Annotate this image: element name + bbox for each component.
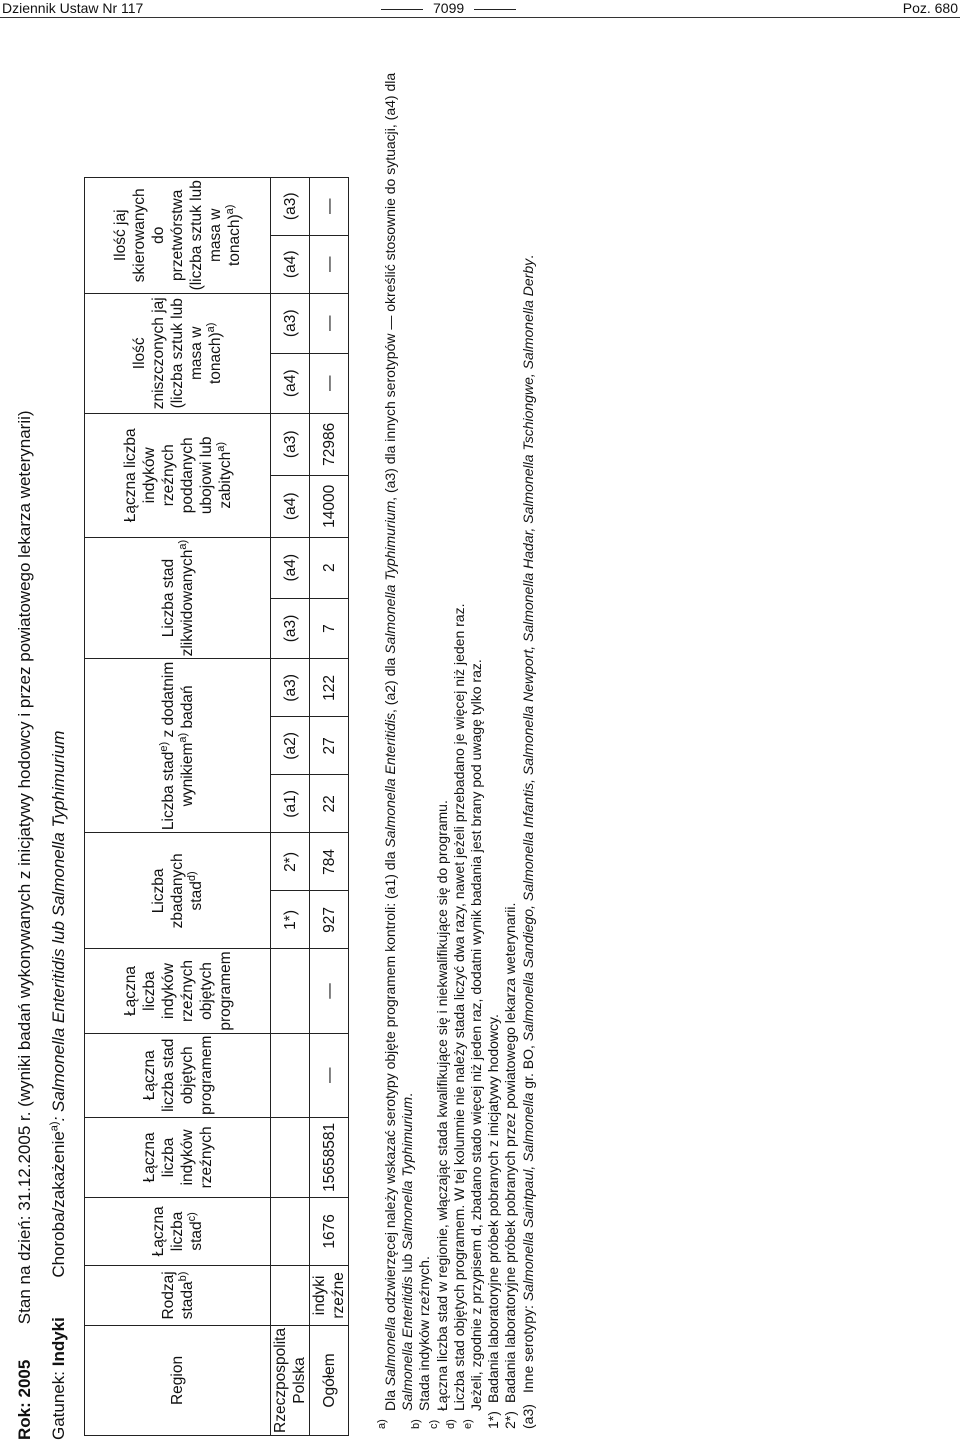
cell-liquidated-a3: 7 bbox=[310, 598, 349, 659]
subheader-liquidated-a3: (a3) bbox=[271, 598, 310, 659]
header-flocks-in-program: Łączna liczba stad objętych programem bbox=[85, 1033, 271, 1117]
header-total-flocks: Łączna liczba stad$^{c)}$ bbox=[85, 1197, 271, 1265]
header-turkeys-in-program: Łączna liczba indyków rzeźnych objętych programem bbox=[85, 949, 271, 1033]
header-row bbox=[85, 177, 271, 1435]
subheader-destroyed-a3: (a3) bbox=[271, 293, 310, 353]
header-flocks-tested: Liczba zbadanych stad$^{d)}$ bbox=[85, 833, 271, 949]
cell-tested-2: 784 bbox=[310, 833, 349, 891]
cell-total-flocks: 1676 bbox=[310, 1197, 349, 1265]
footnote-e: e) Jeżeli, zgodnie z przypisem d, zbadano stado więcej niż jeden raz, dodatni wynik badania jest brany pod uwagę tylko raz. bbox=[462, 659, 485, 1429]
cell-total-turkeys: 15658581 bbox=[310, 1117, 349, 1197]
subheader-region: Rzeczpospolita Polska bbox=[271, 1325, 310, 1435]
page-header bbox=[0, 0, 960, 16]
cell-flocks-in-program: — bbox=[310, 1033, 349, 1117]
disease-value: : Salmonella Enteritidis lub Salmonella Typhimurium bbox=[49, 730, 68, 1122]
subheader-empty bbox=[271, 949, 310, 1033]
disease-sup: a) bbox=[48, 1121, 61, 1132]
subheader-empty bbox=[271, 1197, 310, 1265]
subheader-positive-a2: (a2) bbox=[271, 717, 310, 775]
cell-turkeys-in-program: — bbox=[310, 949, 349, 1033]
cell-processed-a4: — bbox=[310, 235, 349, 293]
cell-region: Ogółem bbox=[310, 1325, 349, 1435]
subheader-empty bbox=[271, 1265, 310, 1325]
disease-label: Choroba/zakażenie bbox=[49, 1131, 68, 1278]
footnote-2: 2*) Badania laboratoryjne próbek pobranych przez powiatowego lekarza weterynarii. bbox=[502, 902, 519, 1429]
position-number: Poz. 680 bbox=[902, 0, 958, 16]
footnote-b: b) Stada indyków rzeźnych. bbox=[410, 1256, 433, 1429]
footnote-a3: (a3) Inne serotypy: Salmonella Saintpaul, Salmonella gr. BO, Salmonella Sandiego, Salmonella Infantis, Salmonella Newport, Salmonella Hadar, Salmonella Tschiongwe, Salmonella Derby. bbox=[519, 254, 536, 1429]
subheader-slaughtered-a3: (a3) bbox=[271, 413, 310, 475]
header-region: Region bbox=[85, 1325, 271, 1435]
header-total-turkeys: Łączna liczba indyków rzeźnych bbox=[85, 1117, 271, 1197]
journal-title: Dziennik Ustaw Nr 117 bbox=[2, 0, 144, 16]
subheader-processed-a4: (a4) bbox=[271, 235, 310, 293]
subheader-tested-1: 1*) bbox=[271, 891, 310, 949]
subheader-empty bbox=[271, 1117, 310, 1197]
footnote-d: d) Liczba stad objętych programem. W tej kolumnie nie należy stada liczyć dwa razy, nawet jeżeli przebadano je więcej niż jeden raz. bbox=[444, 603, 467, 1429]
subheader-empty bbox=[271, 1033, 310, 1117]
header-slaughtered: Łączna liczba indyków rzeźnych poddanych ubojowi lub zabitych$^{a)}$ bbox=[85, 413, 271, 537]
header-flock-type: Rodzaj stada$^{b)}$ bbox=[85, 1265, 271, 1325]
rotated-page-content bbox=[0, 24, 960, 1444]
cell-flock-type: indyki rzeźne bbox=[310, 1265, 349, 1325]
cell-tested-1: 927 bbox=[310, 891, 349, 949]
cell-slaughtered-a4: 14000 bbox=[310, 475, 349, 537]
cell-positive-a3: 122 bbox=[310, 659, 349, 717]
subheader-row bbox=[271, 177, 310, 1435]
species-label: Gatunek: bbox=[49, 1371, 68, 1440]
species-value: Indyki bbox=[49, 1317, 68, 1367]
header-processed-eggs: Ilość jaj skierowanych do przetwórstwa (liczba sztuk lub masa w tonach)$^{a)}$ bbox=[85, 177, 271, 293]
header-destroyed-eggs: Ilość zniszczonych jaj (liczba sztuk lub masa w tonach)$^{a)}$ bbox=[85, 293, 271, 413]
cell-slaughtered-a3: 72986 bbox=[310, 413, 349, 475]
year-status-line bbox=[14, 410, 36, 1440]
subheader-slaughtered-a4: (a4) bbox=[271, 475, 310, 537]
subheader-tested-2: 2*) bbox=[271, 833, 310, 891]
species-disease-line bbox=[48, 731, 70, 1440]
footnote-c: c) Łączna liczba stad w regionie, włączając stada kwalifikujące się i niekwalifikujące się do programu. bbox=[427, 800, 450, 1429]
header-liquidated-flocks: Liczba stad zlikwidowanych$^{a)}$ bbox=[85, 537, 271, 659]
status-text: Stan na dzień: 31.12.2005 r. (wyniki badań wykonywanych z inicjatywy hodowcy i przez powiatowego lekarza weterynarii) bbox=[15, 410, 34, 1325]
page-number: 7099 bbox=[433, 0, 465, 16]
subheader-liquidated-a4: (a4) bbox=[271, 537, 310, 598]
subheader-positive-a1: (a1) bbox=[271, 775, 310, 833]
header-positive-flocks: Liczba stad$^{e)}$ z dodatnim wynikiem$^{a)}$ badań bbox=[85, 659, 271, 833]
footnote-1: 1*) Badania laboratoryjne próbek pobranych z inicjatywy hodowcy. bbox=[485, 1014, 502, 1429]
cell-positive-a1: 22 bbox=[310, 775, 349, 833]
footnote-a: a) Dla Salmonella odzwierzęcej należy wskazać serotypy objęte programem kontroli: (a1) dla Salmonella Enteritidis, (a2) dla Salmonella Typhimurium, (a3) dla innych serotypów — określić stosownie do sytuacji, (a4) dla Salmonella Enteritidis lub Salmonella Typhimurium. bbox=[376, 72, 416, 1429]
cell-destroyed-a3: — bbox=[310, 293, 349, 353]
cell-liquidated-a4: 2 bbox=[310, 537, 349, 598]
cell-positive-a2: 27 bbox=[310, 717, 349, 775]
footnotes bbox=[376, 34, 537, 1429]
year-label: Rok: 2005 bbox=[15, 1359, 34, 1440]
subheader-processed-a3: (a3) bbox=[271, 177, 310, 235]
table-row bbox=[310, 177, 349, 1435]
data-table bbox=[84, 177, 349, 1436]
cell-destroyed-a4: — bbox=[310, 353, 349, 413]
header-rule bbox=[0, 17, 960, 18]
subheader-destroyed-a4: (a4) bbox=[271, 353, 310, 413]
cell-processed-a3: — bbox=[310, 177, 349, 235]
subheader-positive-a3: (a3) bbox=[271, 659, 310, 717]
